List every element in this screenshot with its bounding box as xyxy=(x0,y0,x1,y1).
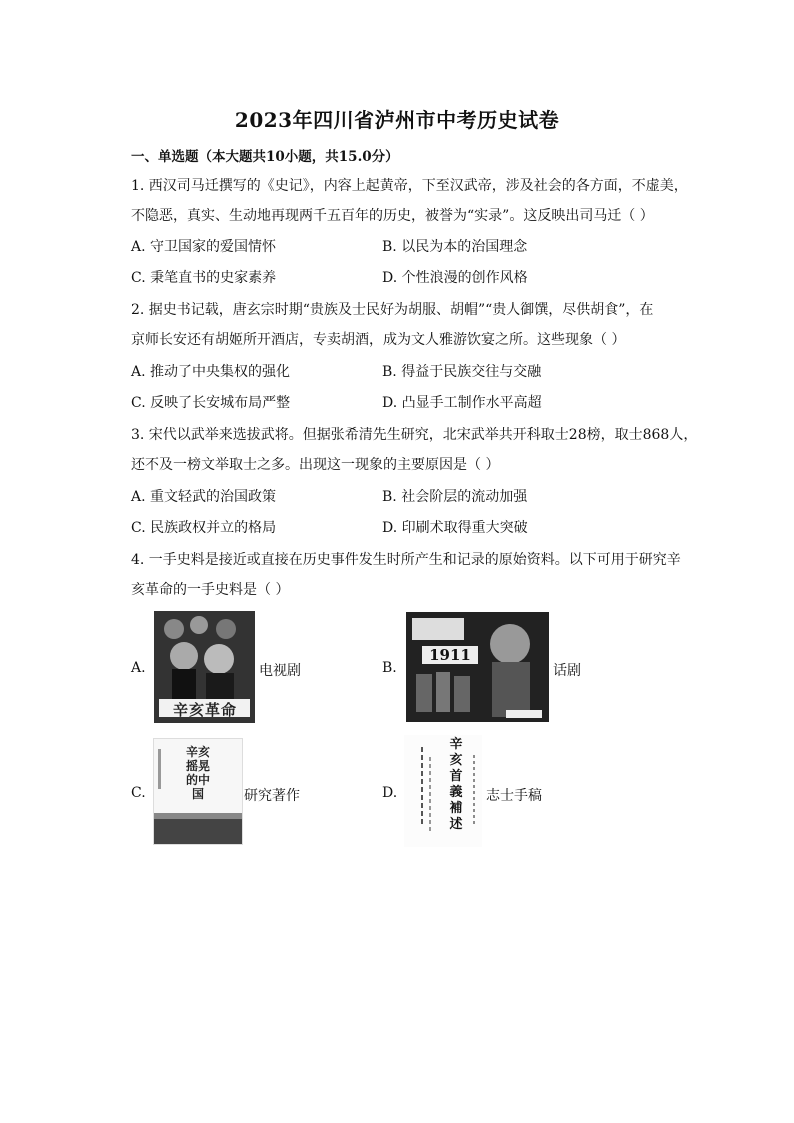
q4-option-c-letter[interactable]: C. xyxy=(131,785,146,801)
stage-play-poster-year: 1911 xyxy=(422,646,478,664)
q1-stem-line1: 1. 西汉司马迁撰写的《史记》，内容上起黄帝，下至汉武帝，涉及社会的各方面，不虚美， xyxy=(131,178,688,194)
manuscript-title: 辛亥首義補述 xyxy=(449,737,463,832)
q4-stem-line2: 亥革命的一手史料是（ ） xyxy=(131,582,290,598)
stage-play-poster-image[interactable] xyxy=(406,612,549,722)
section-heading: 一、单选题（本大题共10小题，共15.0分） xyxy=(131,149,399,165)
q3-option-c[interactable]: C. 民族政权并立的格局 xyxy=(131,520,277,536)
manuscript-image[interactable] xyxy=(404,735,482,847)
q4-option-c-label: 研究著作 xyxy=(244,788,300,804)
q3-option-d[interactable]: D. 印刷术取得重大突破 xyxy=(382,520,528,536)
page-title: 2023年四川省泸州市中考历史试卷 xyxy=(234,108,560,132)
q3-option-a[interactable]: A. 重文轻武的治国政策 xyxy=(131,489,277,505)
q2-stem-line2: 京师长安还有胡姬所开酒店，专卖胡酒，成为文人雅游饮宴之所。这些现象（ ） xyxy=(131,332,626,348)
q4-option-d-letter[interactable]: D. xyxy=(382,785,398,801)
q3-stem-line1: 3. 宋代以武举来选拔武将。但据张希清先生研究，北宋武举共开科取士28榜，取士868人， xyxy=(131,427,698,443)
q4-option-b-letter[interactable]: B. xyxy=(382,660,397,676)
stage-play-poster-graphic xyxy=(406,612,549,722)
q2-stem-line1: 2. 据史书记载，唐玄宗时期“贵族及士民好为胡服、胡帽”“贵人御馔，尽供胡食”，在 xyxy=(131,302,654,318)
tv-drama-poster-image[interactable] xyxy=(154,611,255,723)
q2-option-a[interactable]: A. 推动了中央集权的强化 xyxy=(131,364,291,380)
q4-option-a-letter[interactable]: A. xyxy=(131,660,146,676)
research-book-cover-title: 辛亥摇晃的中国 xyxy=(185,745,210,801)
q4-option-b-label: 话剧 xyxy=(553,663,581,679)
research-book-cover-image[interactable] xyxy=(153,738,243,845)
q1-option-a[interactable]: A. 守卫国家的爱国情怀 xyxy=(131,239,277,255)
manuscript-graphic xyxy=(404,735,482,847)
tv-drama-poster-title: 辛亥革命 xyxy=(172,701,237,719)
q4-option-d-label: 志士手稿 xyxy=(486,788,542,804)
q2-option-c[interactable]: C. 反映了长安城布局严整 xyxy=(131,395,291,411)
q3-option-b[interactable]: B. 社会阶层的流动加强 xyxy=(382,489,528,505)
q1-option-d[interactable]: D. 个性浪漫的创作风格 xyxy=(382,270,528,286)
q2-option-d[interactable]: D. 凸显手工制作水平高超 xyxy=(382,395,542,411)
q1-stem-line2: 不隐恶，真实、生动地再现两千五百年的历史，被誉为“实录”。这反映出司马迁（ ） xyxy=(131,208,654,224)
q1-option-c[interactable]: C. 秉笔直书的史家素养 xyxy=(131,270,277,286)
q1-option-b[interactable]: B. 以民为本的治国理念 xyxy=(382,239,528,255)
q2-option-b[interactable]: B. 得益于民族交往与交融 xyxy=(382,364,542,380)
q4-option-a-label: 电视剧 xyxy=(259,663,301,679)
q3-stem-line2: 还不及一榜文举取士之多。出现这一现象的主要原因是（ ） xyxy=(131,457,500,473)
q4-stem-line1: 4. 一手史料是接近或直接在历史事件发生时所产生和记录的原始资料。以下可用于研究辛 xyxy=(131,552,681,568)
